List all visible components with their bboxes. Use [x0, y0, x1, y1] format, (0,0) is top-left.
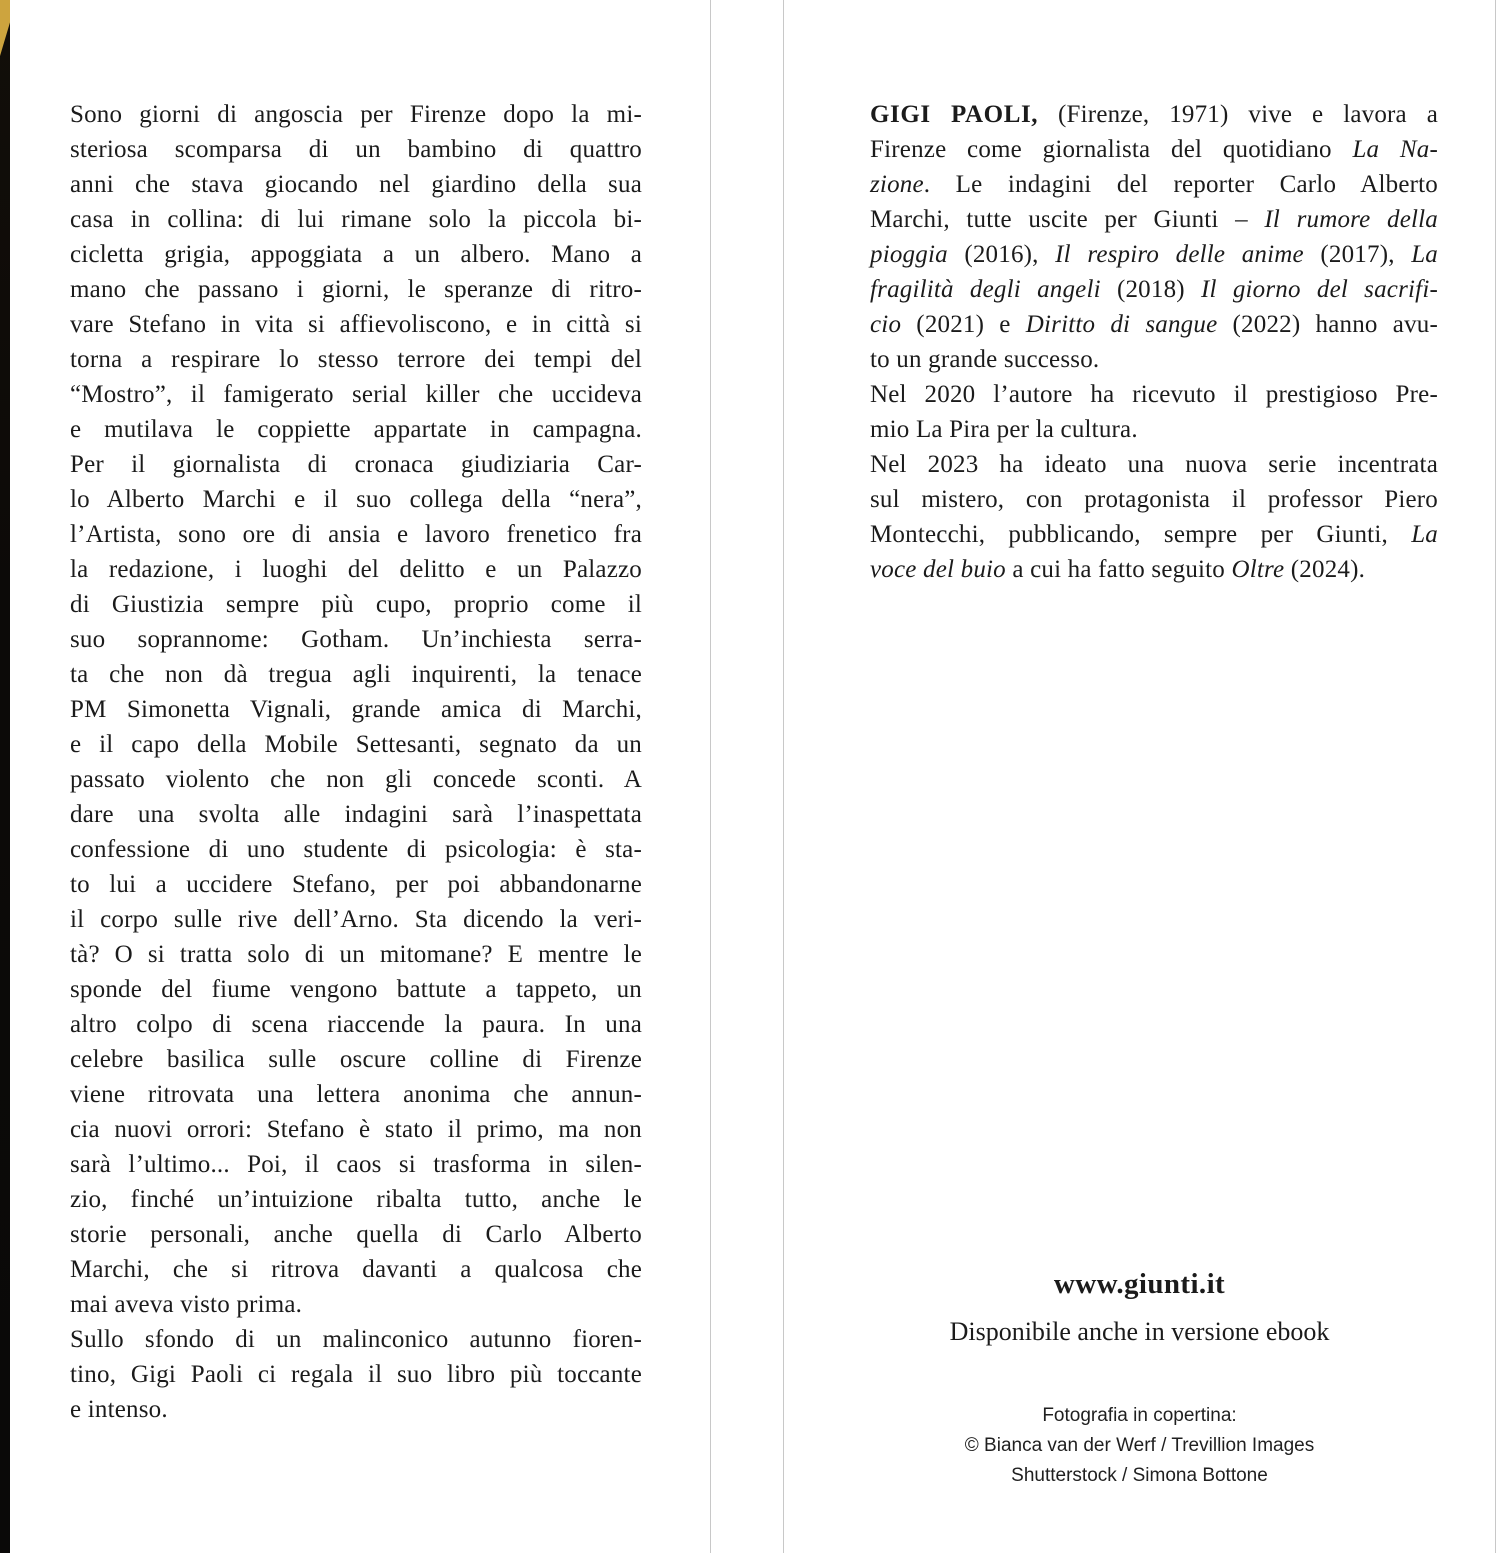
credits-line: Fotografia in copertina: [1042, 1405, 1237, 1426]
text-line: vare Stefano in vita si affievoliscono, e in città si [70, 311, 642, 338]
credits-line: © Bianca van der Werf / Trevillion Images [964, 1435, 1315, 1456]
text-line: celebre basilica sulle oscure colline di Firenze [70, 1046, 642, 1073]
text-line: altro colpo di scena riaccende la paura. In una [70, 1011, 642, 1038]
text-line: il corpo sulle rive dell’Arno. Sta dicendo la veri- [70, 906, 642, 933]
text-line: e mutilava le coppiette appartate in campagna. [70, 416, 642, 443]
text-line: la redazione, i luoghi del delitto e un Palazzo [70, 556, 642, 583]
text-line: casa in collina: di lui rimane solo la piccola bi- [70, 206, 642, 233]
text-line: mai aveva visto prima. [70, 1291, 303, 1318]
text-line: Nel 2023 ha ideato una nuova serie incentrata [870, 451, 1438, 478]
paragraph [870, 447, 1438, 587]
text-line: Sullo sfondo di un malinconico autunno fioren- [70, 1326, 642, 1353]
text-line: passato violento che non gli concede sconti. A [70, 766, 642, 793]
right-jacket-flap [783, 0, 1496, 1553]
text-line: torna a respirare lo stesso terrore dei tempi del [70, 346, 642, 373]
cover-photo-credits [784, 1401, 1495, 1491]
text-line: mano che passano i giorni, le speranze di ritro- [70, 276, 642, 303]
text-line: Marchi, che si ritrova davanti a qualcosa che [70, 1256, 642, 1283]
text-line: dare una svolta alle indagini sarà l’inaspettata [70, 801, 642, 828]
text-line: ta che non dà tregua agli inquirenti, la tenace [70, 661, 642, 688]
text-line: Firenze come giornalista del quotidiano La Na- [870, 136, 1439, 163]
text-line: tà? O si tratta solo di un mitomane? E mentre le [70, 941, 642, 968]
text-line: Sono giorni di angoscia per Firenze dopo la mi- [70, 101, 642, 128]
text-line: sponde del fiume vengono battute a tappeto, un [70, 976, 642, 1003]
text-line: “Mostro”, il famigerato serial killer che uccideva [70, 381, 642, 408]
text-line: zio, finché un’intuizione ribalta tutto, anche le [70, 1186, 642, 1213]
text-line: to un grande successo. [870, 346, 1100, 373]
text-line: zione. Le indagini del reporter Carlo Alberto [870, 171, 1438, 198]
text-line: di Giustizia sempre più cupo, proprio come il [70, 591, 642, 618]
text-line: cia nuovi orrori: Stefano è stato il primo, ma non [70, 1116, 642, 1143]
text-line: e il capo della Mobile Settesanti, segnato da un [70, 731, 642, 758]
paragraph [70, 97, 642, 1322]
text-line: steriosa scomparsa di un bambino di quattro [70, 136, 642, 163]
text-line: PM Simonetta Vignali, grande amica di Marchi, [70, 696, 642, 723]
paragraph [70, 1322, 642, 1427]
paragraph [870, 97, 1438, 377]
text-line: sarà l’ultimo... Poi, il caos si trasforma in silen- [70, 1151, 642, 1178]
paragraph [870, 377, 1438, 447]
text-line: cio (2021) e Diritto di sangue (2022) hanno avu- [870, 311, 1438, 338]
text-line: fragilità degli angeli (2018) Il giorno del sacrifi- [870, 276, 1438, 303]
text-line: suo soprannome: Gotham. Un’inchiesta serra- [70, 626, 642, 653]
publisher-website-text: www.giunti.it [1053, 1268, 1226, 1300]
text-line: to lui a uccidere Stefano, per poi abbandonarne [70, 871, 642, 898]
text-line: anni che stava giocando nel giardino della sua [70, 171, 642, 198]
text-line: Nel 2020 l’autore ha ricevuto il prestigioso Pre- [870, 381, 1438, 408]
ebook-availability-text: Disponibile anche in versione ebook [949, 1317, 1330, 1346]
author-bio-text [870, 97, 1438, 587]
text-line: Per il giornalista di cronaca giudiziaria Car- [70, 451, 642, 478]
text-line: confessione di uno studente di psicologia: è sta- [70, 836, 642, 863]
text-line: e intenso. [70, 1396, 168, 1423]
flap-footer [784, 1268, 1495, 1491]
text-line: l’Artista, sono ore di ansia e lavoro frenetico fra [70, 521, 642, 548]
text-line: pioggia (2016), Il respiro delle anime (2017), La [870, 241, 1438, 268]
text-line: Marchi, tutte uscite per Giunti – Il rumore della [870, 206, 1438, 233]
text-line: GIGI PAOLI, (Firenze, 1971) vive e lavora a [870, 101, 1438, 128]
book-cover-edge [0, 0, 10, 1553]
text-line: storie personali, anche quella di Carlo Alberto [70, 1221, 642, 1248]
credits-line: Shutterstock / Simona Bottone [1011, 1465, 1268, 1486]
text-line: tino, Gigi Paoli ci regala il suo libro più toccante [70, 1361, 642, 1388]
text-line: sul mistero, con protagonista il professor Piero [870, 486, 1438, 513]
text-line: Montecchi, pubblicando, sempre per Giunti, La [870, 521, 1438, 548]
left-jacket-flap [10, 0, 711, 1553]
cover-art-gold-wedge [0, 0, 10, 56]
text-line: mio La Pira per la cultura. [870, 416, 1138, 443]
book-blurb-text [70, 97, 642, 1427]
text-line: voce del buio a cui ha fatto seguito Oltre (2024). [870, 556, 1366, 583]
text-line: cicletta grigia, appoggiata a un albero. Mano a [70, 241, 642, 268]
text-line: viene ritrovata una lettera anonima che annun- [70, 1081, 642, 1108]
text-line: lo Alberto Marchi e il suo collega della “nera”, [70, 486, 642, 513]
